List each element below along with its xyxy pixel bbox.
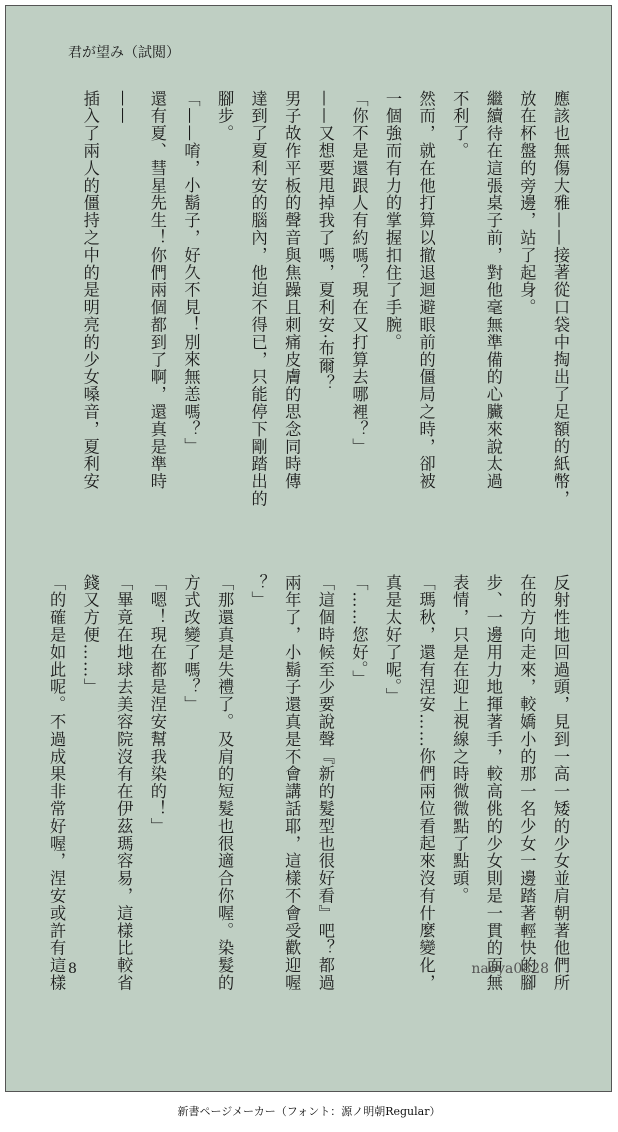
text-line: 「這個時候至少要說聲『新的髮型也很好看』吧？都過 bbox=[315, 574, 335, 992]
text-line: 「瑪秋，還有涅安……你們兩位看起來沒有什麼變化， bbox=[416, 574, 436, 992]
text-line: 應該也無傷大雅——接著從口袋中掏出了足額的紙幣， bbox=[551, 90, 570, 508]
text-line: 一個強而有力的掌握扣住了手腕。 bbox=[383, 90, 403, 351]
text-line: 達到了夏利安的腦內，他迫不得已，只能停下剛踏出的 bbox=[248, 90, 268, 508]
text-line: 插入了兩人的僵持之中的是明亮的少女嗓音，夏利安 bbox=[80, 90, 100, 491]
text-line: 放在杯盤的旁邊，站了起身。 bbox=[517, 90, 537, 317]
text-line: 方式改變了嗎？」 bbox=[181, 574, 201, 714]
text-line: 腳步。 bbox=[215, 90, 235, 143]
text-line: 繼續待在這張桌子前，對他毫無準備的心臟來說太過 bbox=[483, 90, 503, 491]
text-line: 「嗯！現在都是涅安幫我染的！」 bbox=[147, 574, 167, 835]
upper-text-block bbox=[72, 90, 577, 530]
text-line: ？」 bbox=[248, 574, 268, 609]
text-line: ——又想要甩掉我了嗎，夏利安·布爾？ bbox=[315, 90, 335, 393]
page-header-title: 君が望み（試閲） bbox=[68, 45, 180, 61]
footer-caption: 新書ページメーカー（フォント：源ノ明朝Regular） bbox=[177, 1105, 441, 1118]
text-line: 錢又方便……」 bbox=[80, 574, 100, 696]
text-line: 然而，就在他打算以撤退迴避眼前的僵局之時，卻被 bbox=[416, 90, 436, 491]
text-line: 「那還真是失禮了。及肩的短髮也很適合你喔。染髮的 bbox=[215, 574, 235, 992]
text-line: 兩年了，小鬍子還真是不會講話耶，這樣不會受歡迎喔 bbox=[282, 574, 302, 992]
text-line: 男子故作平板的聲音與焦躁且刺痛皮膚的思念同時傳 bbox=[282, 90, 302, 491]
text-line: 「的確是如此呢。不過成果非常好喔，涅安或許有這樣 bbox=[47, 574, 67, 992]
text-line: 在的方向走來，較嬌小的那一名少女一邊踏著輕快的腳 bbox=[517, 574, 537, 992]
page-number: 8 bbox=[68, 961, 77, 977]
text-line: 「……您好。」 bbox=[349, 574, 369, 688]
text-line: —— bbox=[114, 90, 134, 125]
text-line: 步、一邊用力地揮著手，較高佻的少女則是一貫的面無 bbox=[483, 574, 503, 992]
text-line: 「你不是還跟人有約嗎？現在又打算去哪裡？」 bbox=[349, 90, 369, 456]
text-line: 表情，只是在迎上視線之時微微點了點頭。 bbox=[450, 574, 470, 905]
text-line: 還有夏、彗星先生！你們兩個都到了啊，還真是準時 bbox=[147, 90, 167, 491]
text-line: 不利了。 bbox=[450, 90, 470, 160]
book-page bbox=[5, 5, 612, 1092]
text-line: 反射性地回過頭，見到一高一矮的少女並肩朝著他們所 bbox=[551, 574, 570, 992]
author-name: naoya0828 bbox=[471, 961, 549, 977]
text-line: 「畢竟在地球去美容院沒有在伊茲瑪容易，這樣比較省 bbox=[114, 574, 134, 992]
text-line: 真是太好了呢。」 bbox=[383, 574, 403, 706]
text-line: 「——唷，小鬍子，好久不見！別來無恙嗎？」 bbox=[181, 90, 201, 456]
